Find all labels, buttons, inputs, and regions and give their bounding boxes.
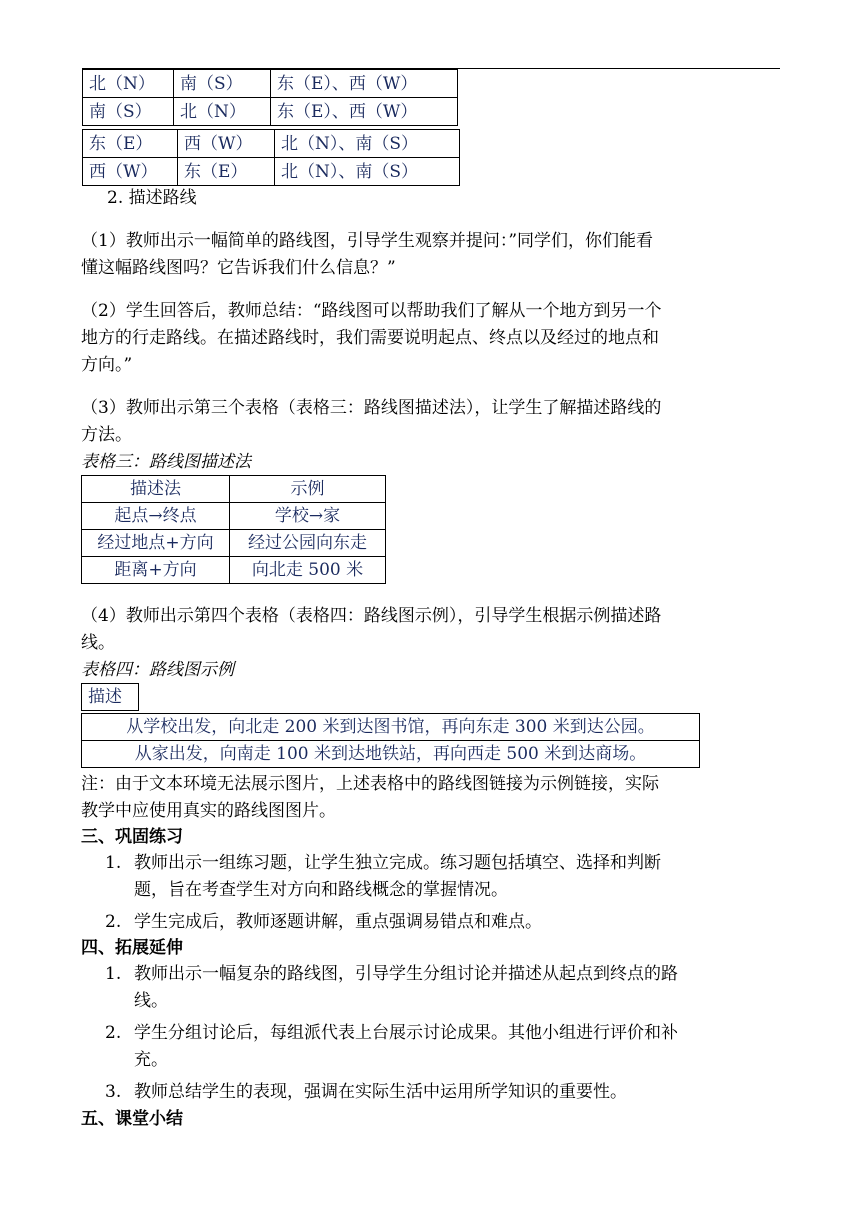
table-cell: 南（S）	[174, 70, 271, 98]
table-row	[83, 98, 458, 126]
table-header-cell: 描述	[82, 684, 139, 711]
list-number: 1.	[105, 964, 122, 984]
paragraph-line: 方向。”	[81, 355, 133, 375]
table-row	[82, 741, 700, 768]
table-row	[83, 130, 460, 158]
table-cell: 经过公园向东走	[230, 530, 386, 557]
table-row	[82, 503, 386, 530]
table-row	[82, 476, 386, 503]
paragraph-line: （3）教师出示第三个表格（表格三：路线图描述法），让学生了解描述路线的	[81, 398, 662, 418]
list-item-line: 学生分组讨论后，每组派代表上台展示讨论成果。其他小组进行评价和补	[134, 1023, 678, 1043]
route-method-table	[81, 475, 386, 584]
paragraph-line: 懂这幅路线图吗？它告诉我们什么信息？”	[81, 258, 396, 278]
list-item-line: 线。	[134, 991, 168, 1011]
direction-table-1	[82, 69, 458, 126]
list-item-line: 教师出示一幅复杂的路线图，引导学生分组讨论并描述从起点到终点的路	[134, 964, 678, 984]
table-row	[82, 714, 700, 741]
route-example-table	[81, 713, 700, 768]
direction-table-2	[82, 129, 460, 186]
table-row	[83, 158, 460, 186]
table-cell: 南（S）	[83, 98, 174, 126]
table-cell: 距离+方向	[82, 557, 230, 584]
table-cell: 北（N）、南（S）	[275, 130, 460, 158]
list-item-line: 教师出示一组练习题，让学生独立完成。练习题包括填空、选择和判断	[134, 853, 661, 873]
table-cell: 西（W）	[178, 130, 275, 158]
list-item-line: 学生完成后，教师逐题讲解，重点强调易错点和难点。	[134, 912, 542, 932]
table-cell: 北（N）	[174, 98, 271, 126]
table-row	[82, 557, 386, 584]
section-heading: 2. 描述路线	[107, 188, 197, 208]
note-line: 教学中应使用真实的路线图图片。	[81, 801, 336, 821]
table-row	[82, 684, 139, 711]
route-example-header	[81, 683, 139, 711]
table-cell: 从学校出发，向北走 200 米到达图书馆，再向东走 300 米到达公园。	[82, 714, 700, 741]
list-number: 2.	[105, 1023, 122, 1043]
list-number: 1.	[105, 853, 122, 873]
table-header-cell: 示例	[230, 476, 386, 503]
note-line: 注：由于文本环境无法展示图片，上述表格中的路线图链接为示例链接，实际	[81, 774, 659, 794]
list-number: 3.	[105, 1082, 122, 1102]
table-cell: 东（E）	[83, 130, 178, 158]
list-item-line: 题，旨在考查学生对方向和路线概念的掌握情况。	[134, 880, 508, 900]
table-cell: 北（N）、南（S）	[275, 158, 460, 186]
list-item-line: 教师总结学生的表现，强调在实际生活中运用所学知识的重要性。	[134, 1082, 627, 1102]
section-title: 三、巩固练习	[81, 827, 183, 847]
table-caption: 表格四：路线图示例	[81, 660, 234, 680]
paragraph-line: 地方的行走路线。在描述路线时，我们需要说明起点、终点以及经过的地点和	[81, 328, 659, 348]
table-caption: 表格三：路线图描述法	[81, 452, 251, 472]
paragraph-line: （4）教师出示第四个表格（表格四：路线图示例），引导学生根据示例描述路	[81, 606, 662, 626]
table-cell: 北（N）	[83, 70, 174, 98]
table-row	[82, 530, 386, 557]
table-cell: 起点→终点	[82, 503, 230, 530]
table-cell: 经过地点+方向	[82, 530, 230, 557]
list-item-line: 充。	[134, 1050, 168, 1070]
paragraph-line: 方法。	[81, 425, 132, 445]
table-cell: 东（E）、西（W）	[271, 70, 458, 98]
table-cell: 从家出发，向南走 100 米到达地铁站，再向西走 500 米到达商场。	[82, 741, 700, 768]
table-header-cell: 描述法	[82, 476, 230, 503]
table-cell: 向北走 500 米	[230, 557, 386, 584]
section-title: 四、拓展延伸	[81, 938, 183, 958]
paragraph-line: 线。	[81, 633, 115, 653]
table-cell: 西（W）	[83, 158, 178, 186]
table-cell: 东（E）	[178, 158, 275, 186]
paragraph-line: （2）学生回答后，教师总结：“路线图可以帮助我们了解从一个地方到另一个	[81, 301, 662, 321]
section-title: 五、课堂小结	[81, 1109, 183, 1129]
table-cell: 学校→家	[230, 503, 386, 530]
paragraph-line: （1）教师出示一幅简单的路线图，引导学生观察并提问：”同学们，你们能看	[81, 231, 654, 251]
table-cell: 东（E）、西（W）	[271, 98, 458, 126]
list-number: 2.	[105, 912, 122, 932]
table-row	[83, 70, 458, 98]
